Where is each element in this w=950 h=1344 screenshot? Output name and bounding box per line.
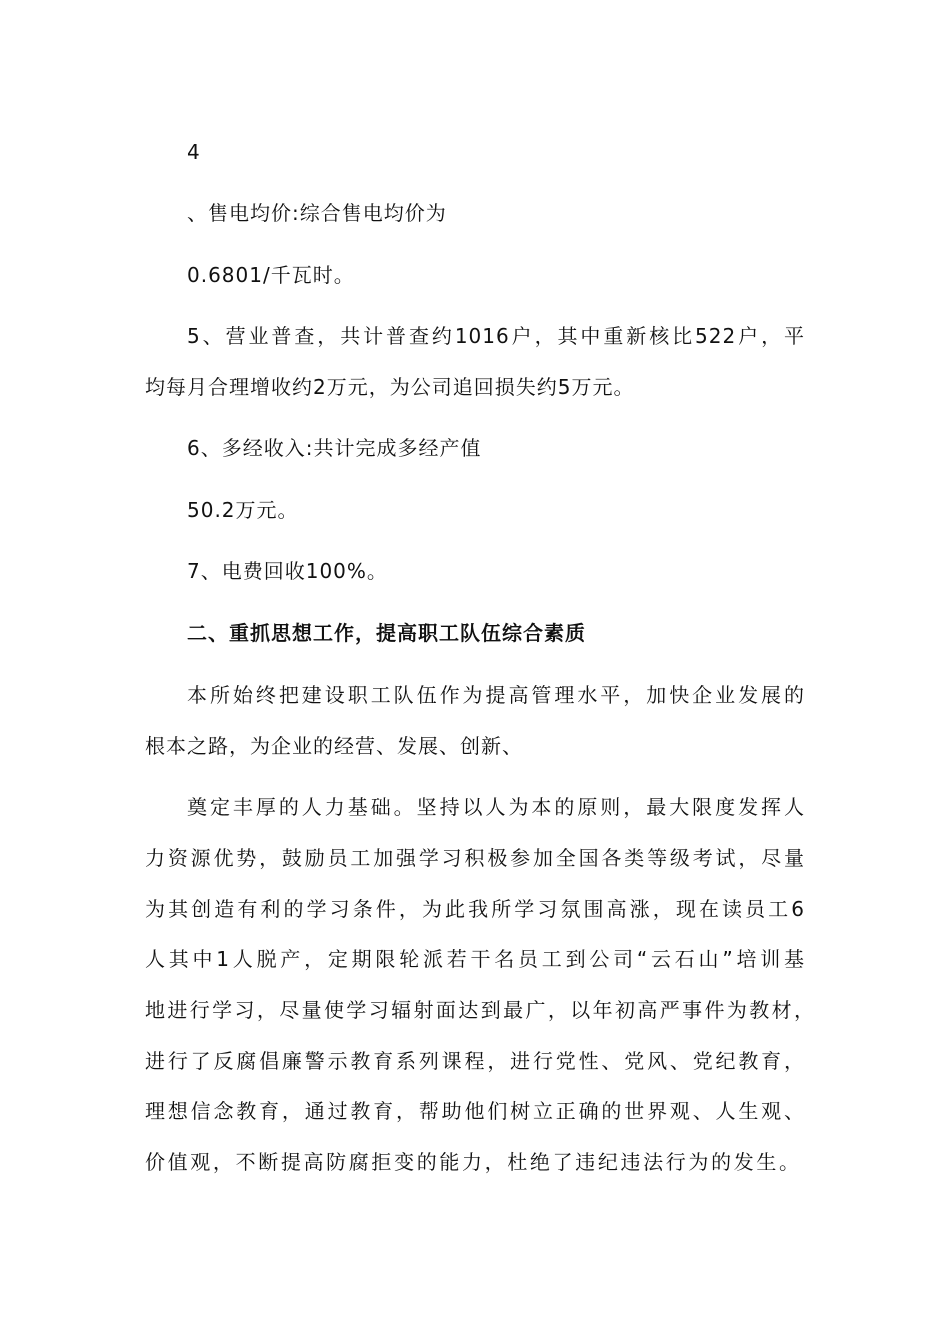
text-line: 力资源优势，鼓励员工加强学习积极参加全国各类等级考试，尽量	[145, 846, 805, 870]
text-line: 进行了反腐倡廉警示教育系列课程，进行党性、党风、党纪教育，	[145, 1049, 805, 1073]
text-line: 、售电均价:综合售电均价为	[187, 201, 447, 225]
section-heading: 二、重抓思想工作，提高职工队伍综合素质	[187, 621, 586, 645]
text-line: 奠定丰厚的人力基础。坚持以人为本的原则，最大限度发挥人	[187, 795, 805, 819]
text-line: 6、多经收入:共计完成多经产值	[187, 436, 482, 460]
text-line: 理想信念教育，通过教育，帮助他们树立正确的世界观、人生观、	[145, 1099, 805, 1123]
text-line: 本所始终把建设职工队伍作为提高管理水平，加快企业发展的	[187, 683, 805, 707]
text-line: 为其创造有利的学习条件，为此我所学习氛围高涨，现在读员工6	[145, 897, 805, 921]
text-line: 4	[187, 140, 201, 164]
text-line: 地进行学习，尽量使学习辐射面达到最广，以年初高严事件为教材，	[145, 998, 815, 1022]
text-line: 根本之路，为企业的经营、发展、创新、	[145, 734, 523, 758]
text-line: 人其中1人脱产，定期限轮派若干名员工到公司“云石山”培训基	[145, 947, 805, 971]
text-line: 0.6801/千瓦时。	[187, 263, 355, 287]
text-line: 价值观，不断提高防腐拒变的能力，杜绝了违纪违法行为的发生。	[145, 1150, 800, 1174]
text-line: 均每月合理增收约2万元，为公司追回损失约5万元。	[145, 375, 635, 399]
text-line: 5、营业普查，共计普查约1016户，其中重新核比522户，平	[187, 324, 805, 348]
text-line: 7、电费回收100%。	[187, 559, 388, 583]
text-line: 50.2万元。	[187, 498, 299, 522]
